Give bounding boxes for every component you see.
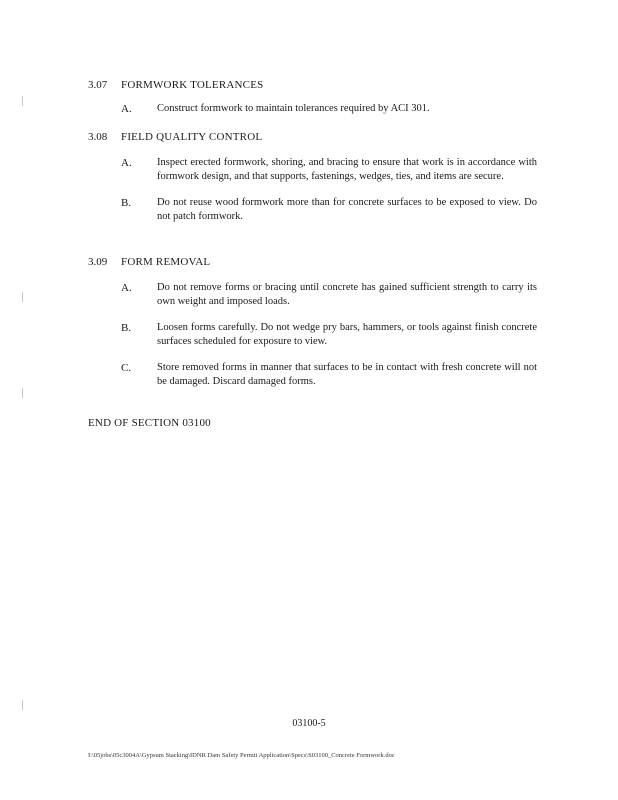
list-item	[121, 102, 558, 116]
section-title: FIELD QUALITY CONTROL	[121, 131, 263, 143]
item-letter: B.	[121, 197, 132, 209]
end-of-section: END OF SECTION 03100	[88, 417, 211, 429]
list-item	[121, 361, 558, 389]
section-heading	[88, 130, 558, 144]
item-text: Store removed forms in manner that surfaces to be in contact with fresh concrete will not be damaged. Discard damaged forms.	[157, 362, 537, 387]
item-text: Do not reuse wood formwork more than for concrete surfaces to be exposed to view. Do not patch formwork.	[157, 197, 537, 222]
item-letter: A.	[121, 103, 132, 115]
scan-margin-mark	[22, 96, 23, 106]
list-item	[121, 281, 558, 309]
section-3-09	[88, 255, 558, 389]
list-item	[121, 196, 558, 224]
list-item	[121, 156, 558, 184]
list-item	[121, 321, 558, 349]
section-title: FORM REMOVAL	[121, 256, 211, 268]
item-letter: C.	[121, 362, 132, 374]
section-3-08	[88, 130, 558, 224]
scan-margin-mark	[22, 388, 23, 398]
section-heading	[88, 78, 558, 92]
page-number: 03100-5	[292, 718, 326, 729]
section-title: FORMWORK TOLERANCES	[121, 79, 264, 91]
footer-file-path: I:\05jobs\05c3004A\Gypsum Stacking\IDNR Dam Safety Permit Application\Specs\S03100_Concrete Formwork.doc	[88, 752, 395, 759]
section-3-07	[88, 78, 558, 116]
item-letter: A.	[121, 157, 132, 169]
section-heading	[88, 255, 558, 269]
item-text: Do not remove forms or bracing until concrete has gained sufficient strength to carry its own weight and imposed loads.	[157, 282, 537, 307]
item-text: Inspect erected formwork, shoring, and bracing to ensure that work is in accordance with formwork design, and that supports, fastenings, wedges, ties, and items are secure.	[157, 157, 537, 182]
section-number: 3.09	[88, 256, 108, 268]
scan-margin-mark	[22, 700, 23, 710]
item-text: Construct formwork to maintain tolerances required by ACI 301.	[157, 103, 430, 114]
item-text: Loosen forms carefully. Do not wedge pry bars, hammers, or tools against finish concrete surfaces scheduled for exposure to view.	[157, 322, 537, 347]
item-letter: B.	[121, 322, 132, 334]
scan-margin-mark	[22, 292, 23, 302]
section-number: 3.07	[88, 79, 108, 91]
section-number: 3.08	[88, 131, 108, 143]
item-letter: A.	[121, 282, 132, 294]
